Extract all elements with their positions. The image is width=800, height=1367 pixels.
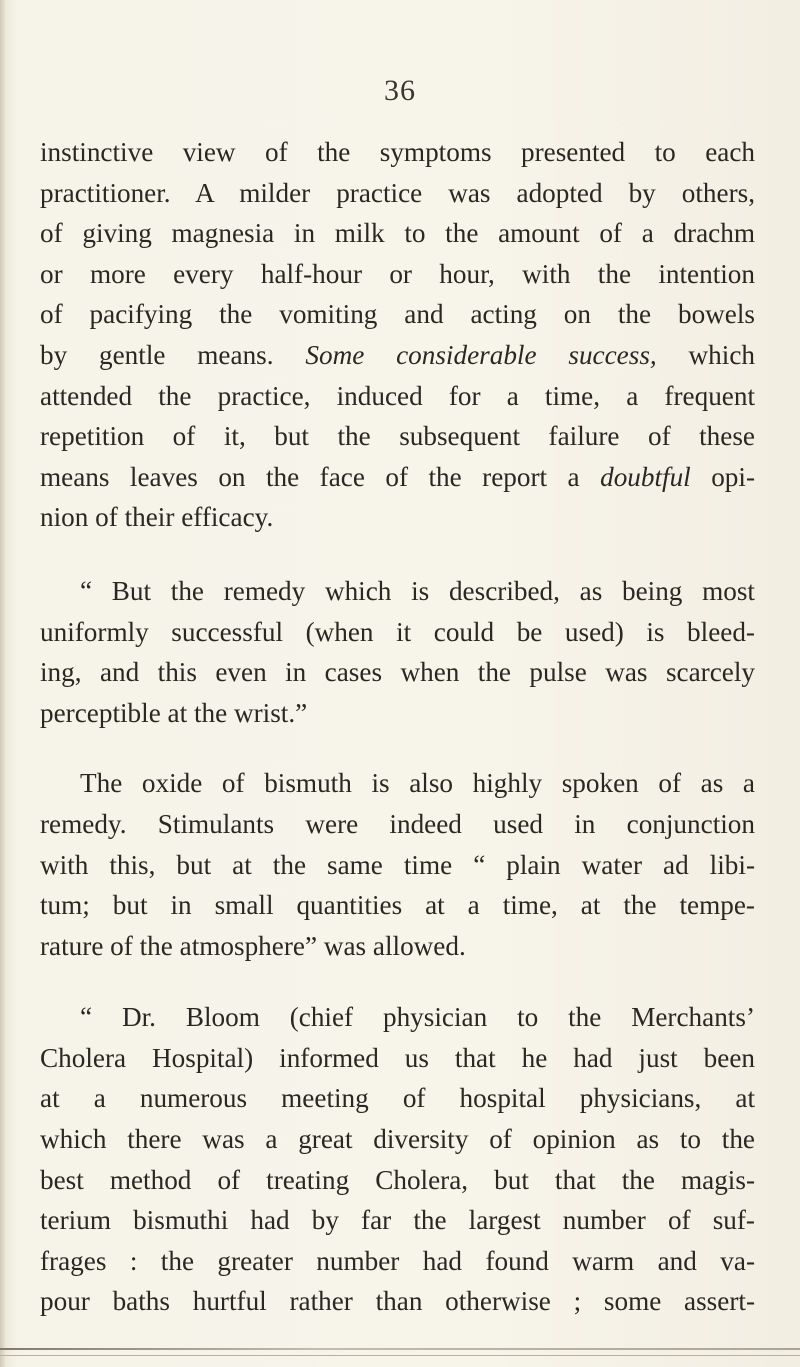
- text-run: pour baths hurtful rather than otherwise ; some assert-: [40, 1286, 755, 1317]
- spine-shadow: [0, 0, 6, 1367]
- text-line: [40, 693, 755, 734]
- italic-text-run: doubtful: [600, 461, 691, 492]
- text-line: [40, 845, 755, 886]
- text-run: which: [656, 339, 755, 370]
- text-run: means leaves on the face of the report a: [40, 461, 601, 492]
- text-run: frages : the greater number had found warm and va-: [40, 1245, 755, 1276]
- paragraph: [40, 571, 755, 733]
- page-edge-rule: [0, 1348, 800, 1350]
- page-edge-rule: [0, 1355, 800, 1356]
- paragraph-spacer: [40, 538, 755, 571]
- text-run: of giving magnesia in milk to the amount of a drachm: [40, 218, 755, 249]
- text-line: [40, 1200, 755, 1241]
- text-line: [40, 254, 755, 295]
- text-run: attended the practice, induced for a time, a frequent: [40, 380, 755, 411]
- text-run: with this, but at the same time “ plain water ad libi-: [40, 849, 755, 880]
- text-line: [40, 612, 755, 653]
- text-line: [40, 926, 755, 967]
- italic-text-run: Some considerable success,: [305, 339, 657, 370]
- text-run: “ Dr. Bloom (chief physician to the Merchants’: [80, 1002, 755, 1033]
- text-line: [40, 497, 755, 538]
- text-line: [40, 457, 755, 498]
- text-run: or more every half-hour or hour, with the intention: [40, 258, 755, 289]
- text-run: practitioner. A milder practice was adopted by others,: [40, 177, 755, 208]
- text-line: [40, 652, 755, 693]
- text-run: nion of their efficacy.: [40, 502, 274, 533]
- text-line: [40, 885, 755, 926]
- text-run: remedy. Stimulants were indeed used in conjunction: [40, 808, 755, 839]
- text-run: repetition of it, but the subsequent failure of these: [40, 421, 755, 452]
- paragraph: [40, 997, 755, 1322]
- text-run: tum; but in small quantities at a time, at the tempe-: [40, 890, 755, 921]
- text-run: by gentle means.: [40, 339, 306, 370]
- text-line: [40, 997, 755, 1038]
- text-run: ing, and this even in cases when the pulse was scarcely: [40, 657, 755, 688]
- text-line: [40, 571, 755, 612]
- text-line: [40, 1119, 755, 1160]
- text-line: [40, 173, 755, 214]
- text-line: [40, 132, 755, 173]
- page-number: 36: [384, 74, 416, 107]
- text-line: [40, 1281, 755, 1322]
- text-run: opi-: [690, 461, 755, 492]
- text-run: terium bismuthi had by far the largest number of suf-: [40, 1205, 755, 1236]
- paragraph-spacer: [40, 966, 755, 997]
- text-line: [40, 763, 755, 804]
- text-line: [40, 1160, 755, 1201]
- text-line: [40, 416, 755, 457]
- text-run: which there was a great diversity of opinion as to the: [40, 1124, 755, 1155]
- text-run: rature of the atmosphere” was allowed.: [40, 930, 466, 961]
- text-run: perceptible at the wrist.”: [40, 697, 308, 728]
- text-run: instinctive view of the symptoms presented to each: [40, 137, 755, 167]
- text-line: [40, 376, 755, 417]
- paragraph-spacer: [40, 733, 755, 763]
- paragraph: [40, 132, 755, 538]
- text-run: “ But the remedy which is described, as being most: [80, 575, 755, 606]
- text-line: [40, 1078, 755, 1119]
- text-line: [40, 335, 755, 376]
- text-run: The oxide of bismuth is also highly spoken of as a: [80, 768, 755, 799]
- text-line: [40, 1241, 755, 1282]
- text-run: uniformly successful (when it could be used) is bleed-: [40, 616, 755, 647]
- text-run: at a numerous meeting of hospital physicians, at: [40, 1083, 755, 1114]
- text-run: best method of treating Cholera, but that the magis-: [40, 1164, 755, 1195]
- text-line: [40, 1038, 755, 1079]
- text-line: [40, 213, 755, 254]
- text-line: [40, 804, 755, 845]
- body-text: [40, 132, 755, 1322]
- text-line: [40, 294, 755, 335]
- text-run: Cholera Hospital) informed us that he had just been: [40, 1042, 755, 1073]
- paragraph: [40, 763, 755, 966]
- text-run: of pacifying the vomiting and acting on the bowels: [40, 299, 755, 330]
